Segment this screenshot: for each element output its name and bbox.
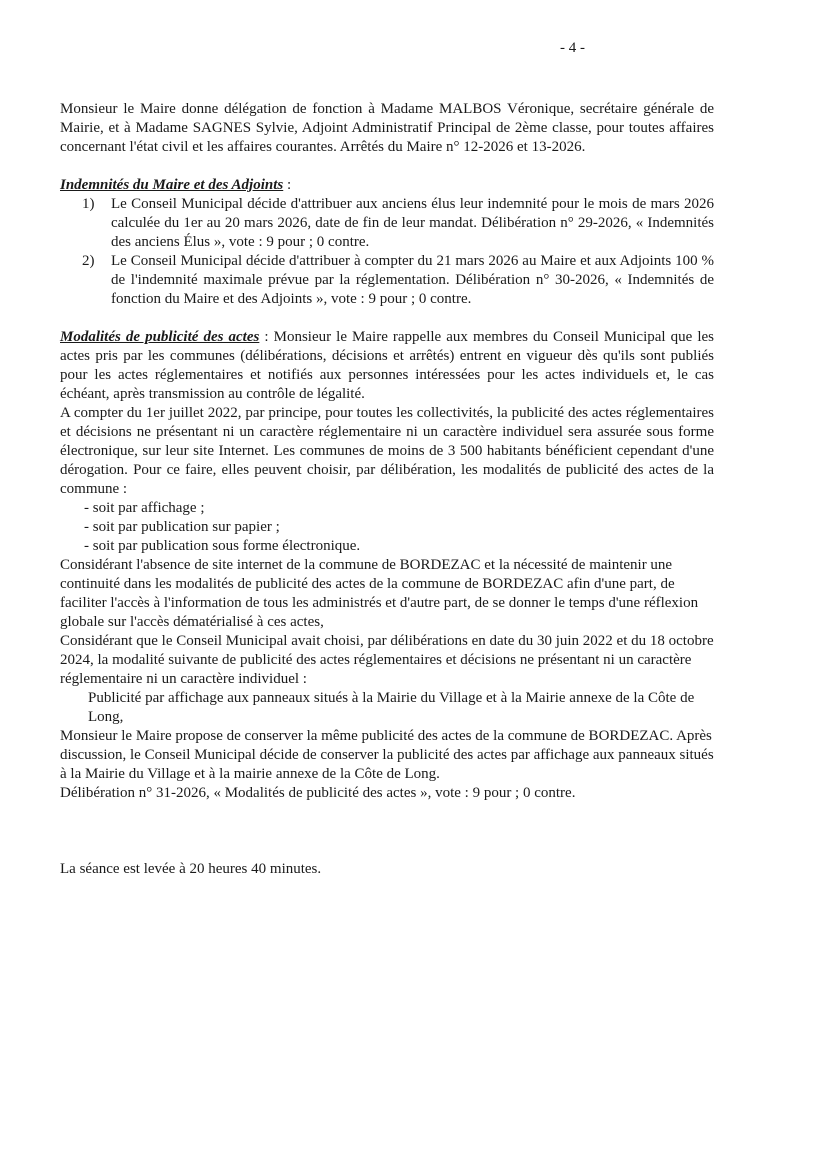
deliberation-31: Délibération n° 31-2026, « Modalités de publicité des actes », vote : 9 pour ; 0 contre. xyxy=(60,785,576,801)
publicite-principle: A compter du 1er juillet 2022, par principe, pour toutes les collectivités, la publicité des actes réglementaires et décisions ne présentant ni un caractère réglementaire ni un caractère individuel sera assurée sous forme électronique, sur leur site Internet. Les communes de moins de 3 500 habitants bénéficient cependant d'une dérogation. Pour ce faire, elles peuvent choisir, par délibération, les modalités de publicité des actes de la commune : xyxy=(60,405,714,497)
list-item: - soit par publication sous forme électronique. xyxy=(84,538,361,554)
modalite-paragraph: Publicité par affichage aux panneaux situés à la Mairie du Village et à la Mairie annexe de la Côte de Long, xyxy=(88,690,695,725)
publicite-intro: : Monsieur le Maire rappelle aux membres du Conseil Municipal que les actes pris par les communes (délibérations, décisions et arrêtés) entrent en vigueur dès qu'ils sont publiés pour les actes réglementaires et notifiés aux personnes intéressées pour les actes individuels et, le cas échéant, après transmission au contrôle de légalité. xyxy=(60,329,714,402)
considerant-paragraph-1: Considérant l'absence de site internet de la commune de BORDEZAC et la nécessité de maintenir une continuité dans les modalités de publicité des actes de la commune de BORDEZAC afin d'une part, de faciliter l'accès à l'information de tous les administrés et d'autre part, de se donner le temps d'une réflexion globale sur l'accès dématérialisé à ces actes, xyxy=(60,557,699,630)
publicite-options xyxy=(60,499,714,556)
closing-statement: La séance est levée à 20 heures 40 minutes. xyxy=(60,861,322,877)
publicite-title: Modalités de publicité des actes xyxy=(60,329,260,345)
list-item xyxy=(60,195,714,252)
page-number: - 4 - xyxy=(560,40,585,56)
document-body xyxy=(60,100,714,879)
list-item xyxy=(60,252,714,309)
delegation-paragraph: Monsieur le Maire donne délégation de fonction à Madame MALBOS Véronique, secrétaire générale de Mairie, et à Madame SAGNES Sylvie, Adjoint Administratif Principal de 2ème classe, pour toutes affaires concernant l'état civil et les affaires courantes. Arrêtés du Maire n° 12-2026 et 13-2026. xyxy=(60,101,714,155)
considerant-paragraph-2: Considérant que le Conseil Municipal avait choisi, par délibérations en date du 30 juin 2022 et du 18 octobre 2024, la modalité suivante de publicité des actes réglementaires et décisions ne présentant ni un caractère réglementaire ni un caractère individuel : xyxy=(60,633,714,687)
indemnites-title: Indemnités du Maire et des Adjoints xyxy=(60,177,284,193)
indemnites-title-suffix: : xyxy=(283,177,292,193)
indemnites-list xyxy=(60,195,714,309)
item-number: 1) xyxy=(82,196,95,212)
proposition-paragraph: Monsieur le Maire propose de conserver la même publicité des actes de la commune de BORDEZAC. Après discussion, le Conseil Municipal décide de conserver la publicité des actes par affichage aux panneaux situés à la Mairie du Village et à la mairie annexe de la Côte de Long. xyxy=(60,728,714,782)
publicite-paragraph xyxy=(60,328,714,404)
list-item: - soit par affichage ; xyxy=(84,500,205,516)
item-text: Le Conseil Municipal décide d'attribuer aux anciens élus leur indemnité pour le mois de mars 2026 calculée du 1er au 20 mars 2026, date de fin de leur mandat. Délibération n° 29-2026, « Indemnités des anciens Élus », vote : 9 pour ; 0 contre. xyxy=(111,196,714,250)
item-number: 2) xyxy=(82,253,95,269)
list-item: - soit par publication sur papier ; xyxy=(84,519,280,535)
indemnites-heading xyxy=(60,176,714,195)
item-text: Le Conseil Municipal décide d'attribuer à compter du 21 mars 2026 au Maire et aux Adjoints 100 % de l'indemnité maximale prévue par la réglementation. Délibération n° 30-2026, « Indemnités de fonction du Maire et des Adjoints », vote : 9 pour ; 0 contre. xyxy=(111,253,714,307)
